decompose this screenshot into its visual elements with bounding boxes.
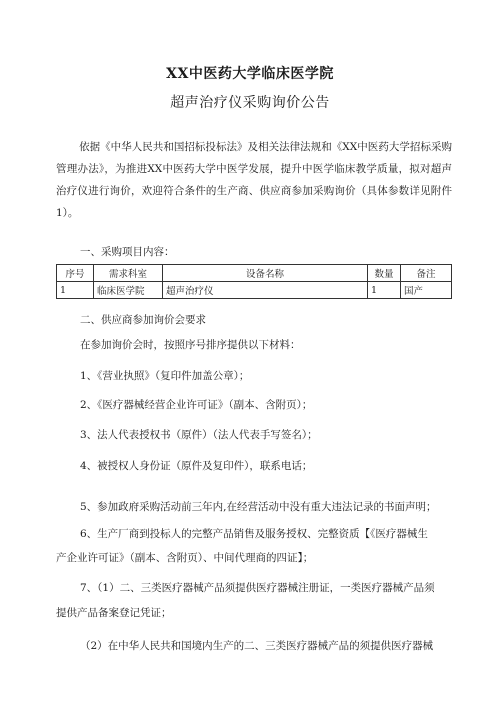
requirement-item-7-sub2: （2）在中华人民共和国境内生产的二、三类医疗器械产品的须提供医疗器械	[80, 640, 434, 652]
col-header-remark: 备注	[401, 265, 452, 282]
institution-title: XX中医药大学临床医学院	[166, 66, 334, 82]
cell-department: 临床医学院	[94, 282, 163, 299]
requirement-item-4: 4、被授权人身份证（原件及复印件），联系电话；	[80, 460, 313, 472]
section-procurement-items: 一、采购项目内容：	[80, 246, 175, 258]
cell-index: 1	[57, 282, 94, 299]
requirement-item-5: 5、参加政府采购活动前三年内,在经营活动中没有重大违法记录的书面声明；	[80, 501, 437, 513]
materials-lead: 在参加询价会时，按照序号排序提供以下材料：	[80, 339, 301, 351]
table-row	[57, 282, 452, 299]
col-header-equipment: 设备名称	[163, 265, 368, 282]
intro-paragraph: 依据《中华人民共和国招标投标法》及相关法律法规和《XX中医药大学招标采购管理办法》，为推进XX中医药大学中医学发展，提升中医学临床教学质量，拟对超声治疗仪进行询价，欢迎符合条件的生产商、供应商参加采购询价（具体参数详见附件1）。	[56, 141, 452, 219]
cell-remark: 国产	[401, 282, 452, 299]
requirement-item-7-line2: 提供产品备案登记凭证；	[56, 607, 172, 619]
cell-equipment: 超声治疗仪	[163, 282, 368, 299]
requirement-item-2: 2、《医疗器械经营企业许可证》（副本、含附页）；	[80, 399, 313, 411]
notice-title: 超声治疗仪采购询价公告	[170, 95, 330, 111]
requirement-item-6-line1: 6、生产厂商到投标人的完整产品销售及服务授权、完整资质【《医疗器械生	[80, 528, 428, 540]
col-header-department: 需求科室	[94, 265, 163, 282]
cell-quantity: 1	[368, 282, 401, 299]
section-supplier-requirements: 二、供应商参加询价会要求	[80, 314, 206, 326]
table-header-row	[57, 265, 452, 282]
procurement-table	[56, 264, 452, 299]
requirement-item-3: 3、法人代表授权书（原件）（法人代表手写签名）；	[80, 429, 318, 441]
col-header-quantity: 数量	[368, 265, 401, 282]
requirement-item-7-line1: 7、（1）二、三类医疗器械产品须提供医疗器械注册证，一类医疗器械产品须	[80, 582, 435, 594]
requirement-item-6-line2: 产企业许可证》（副本、含附页）、中间代理商的四证】；	[56, 552, 314, 564]
requirement-item-1: 1、《营业执照》（复印件加盖公章）；	[80, 370, 250, 382]
col-header-index: 序号	[57, 265, 94, 282]
